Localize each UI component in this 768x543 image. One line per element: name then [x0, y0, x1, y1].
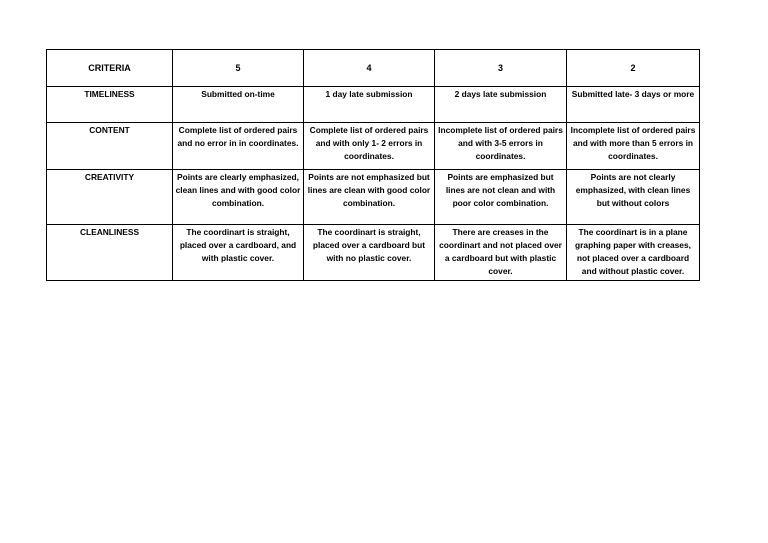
cell-cleanliness-5: The coordinart is straight, placed over a cardboard, and with plastic cover.	[173, 225, 304, 281]
header-score-3: 3	[435, 50, 567, 87]
table-row	[47, 87, 700, 123]
cell-cleanliness-3: There are creases in the coordinart and not placed over a cardboard but with plastic cover.	[435, 225, 567, 281]
criteria-timeliness: TIMELINESS	[47, 87, 173, 123]
criteria-creativity: CREATIVITY	[47, 170, 173, 225]
cell-creativity-5: Points are clearly emphasized, clean lines and with good color combination.	[173, 170, 304, 225]
cell-cleanliness-4: The coordinart is straight, placed over a cardboard but with no plastic cover.	[304, 225, 435, 281]
cell-creativity-3: Points are emphasized but lines are not clean and with poor color combination.	[435, 170, 567, 225]
header-score-2: 2	[567, 50, 700, 87]
cell-content-5: Complete list of ordered pairs and no error in in coordinates.	[173, 123, 304, 170]
rubric-table	[46, 49, 700, 281]
header-score-4: 4	[304, 50, 435, 87]
cell-timeliness-4: 1 day late submission	[304, 87, 435, 123]
cell-creativity-4: Points are not emphasized but lines are clean with good color combination.	[304, 170, 435, 225]
criteria-content: CONTENT	[47, 123, 173, 170]
cell-timeliness-5: Submitted on-time	[173, 87, 304, 123]
cell-timeliness-3: 2 days late submission	[435, 87, 567, 123]
table-row	[47, 123, 700, 170]
cell-creativity-2: Points are not clearly emphasized, with clean lines but without colors	[567, 170, 700, 225]
cell-content-4: Complete list of ordered pairs and with only 1- 2 errors in coordinates.	[304, 123, 435, 170]
criteria-cleanliness: CLEANLINESS	[47, 225, 173, 281]
cell-content-3: Incomplete list of ordered pairs and with 3-5 errors in coordinates.	[435, 123, 567, 170]
header-row	[47, 50, 700, 87]
cell-content-2: Incomplete list of ordered pairs and with more than 5 errors in coordinates.	[567, 123, 700, 170]
table-row	[47, 225, 700, 281]
table-row	[47, 170, 700, 225]
header-score-5: 5	[173, 50, 304, 87]
cell-timeliness-2: Submitted late- 3 days or more	[567, 87, 700, 123]
cell-cleanliness-2: The coordinart is in a plane graphing paper with creases, not placed over a cardboard and without plastic cover.	[567, 225, 700, 281]
header-criteria: CRITERIA	[47, 50, 173, 87]
